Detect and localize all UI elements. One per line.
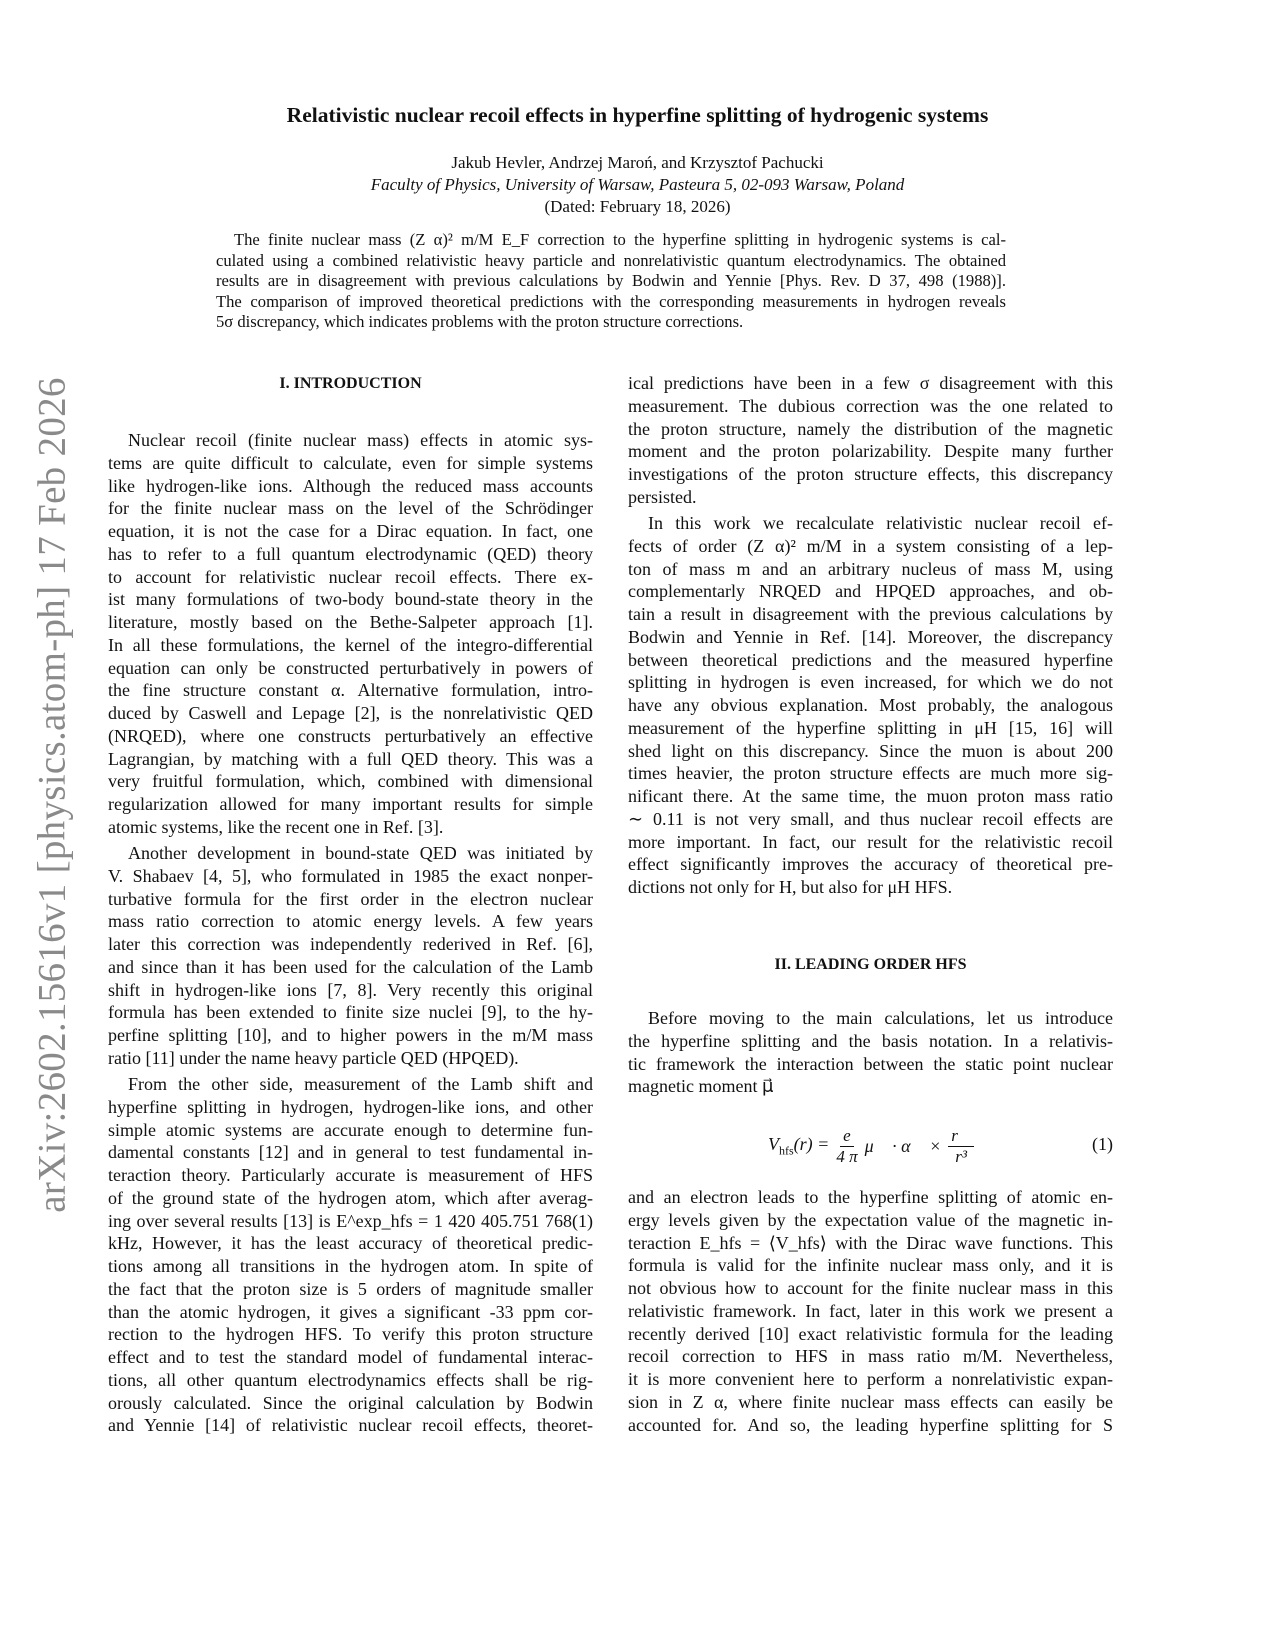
text-line: ing over several results [13] is E^exp_hfs = 1 420 405.751 768(1)	[108, 1210, 593, 1231]
text-line: Lagrangian, by matching with a full QED theory. This was a	[108, 748, 593, 769]
text-line: than the atomic hydrogen, it gives a significant -33 ppm cor-	[108, 1301, 593, 1322]
text-line: ratio [11] under the name heavy particle QED (HPQED).	[108, 1047, 519, 1068]
text-line: formula is valid for the infinite nuclear mass only, and it is	[628, 1255, 1113, 1276]
text-line: have any obvious explanation. Most probably, the analogous	[628, 695, 1113, 715]
text-line: has to refer to a full quantum electrodynamic (QED) theory	[108, 543, 593, 564]
text-line: complementarly NRQED and HPQED approaches, and ob-	[628, 581, 1113, 602]
text-line: damental constants [12] and in general to test fundamental in-	[108, 1142, 593, 1163]
text-line: for the finite nuclear mass on the level of the Schrödinger	[108, 498, 593, 519]
text-line: rection to the hydrogen HFS. To verify this proton structure	[108, 1324, 593, 1345]
text-line: teraction E_hfs = ⟨V_hfs⟩ with the Dirac wave functions. This	[628, 1232, 1113, 1253]
abstract	[216, 230, 1006, 333]
text-line: of the ground state of the hydrogen atom, which after averag-	[108, 1187, 593, 1208]
text-line: From the other side, measurement of the Lamb shift and	[128, 1074, 593, 1094]
text-line: ∼ 0.11 is not very small, and thus nuclear recoil effects are	[628, 808, 1113, 829]
eq-middle: μ⃗ · α⃗ ×	[864, 1135, 942, 1156]
text-line: equation, it is not the case for a Dirac equation. In fact, one	[108, 521, 593, 541]
text-line: formula has been extended to finite size nuclei [9], to the hy-	[108, 1002, 593, 1023]
paragraph	[108, 842, 593, 1070]
text-line: teraction theory. Particularly accurate is measurement of HFS	[108, 1165, 593, 1185]
text-line: tain a result in disagreement with the previous calculations by	[628, 604, 1113, 624]
text-line: shed light on this discrepancy. Since the muon is about 200	[628, 740, 1113, 761]
text-line: Before moving to the main calculations, let us introduce	[648, 1008, 1113, 1028]
text-line: investigations of the proton structure effects, this discrepancy	[628, 464, 1113, 484]
text-line: duced by Caswell and Lepage [2], is the nonrelativistic QED	[108, 703, 593, 723]
text-line: literature, mostly based on the Bethe-Salpeter approach [1].	[108, 612, 593, 632]
text-line: very fruitful formulation, which, combined with dimensional	[108, 771, 593, 792]
text-line: moment and the proton polarizability. Despite many further	[628, 441, 1113, 462]
text-line: shift in hydrogen-like ions [7, 8]. Very recently this original	[108, 979, 593, 1000]
text-line: like hydrogen-like ions. Although the reduced mass accounts	[108, 475, 593, 496]
text-line: Another development in bound-state QED was initiated by	[128, 843, 593, 863]
text-line: tems are quite difficult to calculate, even for simple systems	[108, 452, 593, 473]
text-line: ergy levels given by the expectation value of the magnetic in-	[628, 1209, 1113, 1230]
text-line: dictions not only for H, but also for μH HFS.	[628, 877, 953, 897]
text-line: recoil correction to HFS in mass ratio m/M. Nevertheless,	[628, 1346, 1113, 1367]
equation-1	[628, 1122, 1113, 1170]
text-line: equation can only be constructed perturbatively in powers of	[108, 657, 593, 678]
text-line: kHz, However, it has the least accuracy of theoretical predic-	[108, 1233, 593, 1254]
text-line: ist many formulations of two-body bound-state theory in the	[108, 589, 593, 610]
text-line: The finite nuclear mass (Z α)² m/M E_F correction to the hyperfine splitting in hydrogenic systems is cal-	[234, 230, 1006, 249]
paragraph	[108, 429, 593, 839]
eq-lhs: $V_{hfs}(r)$ =	[768, 1133, 830, 1158]
text-line: effect and to test the standard model of fundamental interac-	[108, 1347, 593, 1367]
text-line: and an electron leads to the hyperfine splitting of atomic en-	[628, 1187, 1113, 1207]
text-line: not obvious how to account for the finite nuclear mass in this	[628, 1278, 1113, 1298]
text-line: V. Shabaev [4, 5], who formulated in 1985 the exact nonper-	[108, 865, 593, 886]
text-line: tions, all other quantum electrodynamics effects shall be rig-	[108, 1369, 593, 1390]
paper-title: Relativistic nuclear recoil effects in hyperfine splitting of hydrogenic systems	[286, 103, 989, 127]
section-heading-leading-order-hfs: II. LEADING ORDER HFS	[774, 956, 967, 973]
text-line: measurement. The dubious correction was the one related to	[628, 395, 1113, 416]
date: (Dated: February 18, 2026)	[544, 197, 731, 216]
text-line: and since than it has been used for the calculation of the Lamb	[108, 956, 593, 977]
authors: Jakub Hevler, Andrzej Maroń, and Krzysztof Pachucki	[451, 153, 824, 172]
text-line: culated using a combined relativistic heavy particle and nonrelativistic quantum electrodynamics. The obtained	[216, 250, 1006, 270]
text-line: The comparison of improved theoretical predictions with the corresponding measurements in hydrogen reveals	[216, 291, 1006, 311]
text-line: hyperfine splitting in hydrogen, hydrogen-like ions, and other	[108, 1096, 593, 1117]
text-line: persisted.	[628, 486, 697, 507]
paragraph	[628, 372, 1113, 509]
section-heading-introduction: I. INTRODUCTION	[279, 375, 422, 392]
paragraph	[628, 512, 1113, 899]
text-line: the proton structure, namely the distribution of the magnetic	[628, 418, 1113, 439]
text-line: regularization allowed for many important results for simple	[108, 794, 593, 814]
text-line: more important. In fact, our result for the relativistic recoil	[628, 831, 1113, 852]
text-line: effect significantly improves the accuracy of theoretical pre-	[628, 854, 1113, 875]
text-line: Nuclear recoil (finite nuclear mass) effects in atomic sys-	[128, 430, 593, 450]
text-line: perfine splitting [10], and to higher powers in the m/M mass	[108, 1025, 593, 1045]
text-line: orously calculated. Since the original calculation by Bodwin	[108, 1392, 593, 1413]
text-line: 5σ discrepancy, which indicates problems with the proton structure corrections.	[216, 312, 744, 332]
text-line: nificant there. At the same time, the muon proton mass ratio	[628, 786, 1113, 806]
paragraph	[628, 1186, 1113, 1436]
text-line: the fine structure constant α. Alternative formulation, intro-	[108, 680, 593, 701]
text-line: measurement of the hyperfine splitting in μH [15, 16] will	[628, 717, 1113, 738]
text-line: (NRQED), where one constructs perturbatively an effective	[108, 725, 593, 746]
arxiv-stamp: arXiv:2602.15616v1 [physics.atom-ph] 17 Feb 2026	[30, 377, 74, 1213]
eq-fraction: $\frac{e}{4 \pi}$	[836, 1125, 858, 1166]
paragraph	[108, 1073, 593, 1437]
text-line: atomic systems, like the recent one in Ref. [3].	[108, 816, 444, 837]
text-line: In all these formulations, the kernel of the integro-differential	[108, 634, 593, 655]
text-line: Bodwin and Yennie in Ref. [14]. Moreover, the discrepancy	[628, 626, 1113, 647]
text-line: ton of mass m and an arbitrary nucleus of mass M, using	[628, 558, 1113, 579]
text-line: later this correction was independently rederived in Ref. [6],	[108, 934, 593, 954]
equation-number: (1)	[1092, 1134, 1113, 1154]
text-line: ical predictions have been in a few σ disagreement with this	[628, 373, 1113, 393]
text-line: simple atomic systems are accurate enough to determine fun-	[108, 1119, 593, 1140]
text-line: the fact that the proton size is 5 orders of magnitude smaller	[108, 1278, 593, 1299]
text-line: In this work we recalculate relativistic nuclear recoil ef-	[648, 513, 1113, 533]
text-line: relativistic framework. In fact, later in this work we present a	[628, 1300, 1113, 1321]
text-line: turbative formula for the first order in the electron nuclear	[108, 888, 593, 909]
text-line: and Yennie [14] of relativistic nuclear recoil effects, theoret-	[108, 1415, 593, 1436]
text-line: recently derived [10] exact relativistic formula for the leading	[628, 1323, 1113, 1344]
text-line: times heavier, the proton structure effects are much more sig-	[628, 763, 1113, 784]
text-line: splitting in hydrogen is even increased, for which we do not	[628, 672, 1113, 693]
text-line: it is more convenient here to perform a nonrelativistic expan-	[628, 1369, 1113, 1389]
text-line: magnetic moment μ⃗	[628, 1076, 774, 1097]
text-line: mass ratio correction to atomic energy levels. A few years	[108, 911, 593, 932]
text-line: tions among all transitions in the hydrogen atom. In spite of	[108, 1256, 593, 1276]
paragraph	[628, 1007, 1113, 1098]
text-line: the hyperfine splitting and the basis notation. In a relativis-	[628, 1030, 1113, 1051]
text-line: results are in disagreement with previous calculations by Bodwin and Yennie [Phys. Rev. D 37, 498 (1988)].	[216, 271, 1006, 291]
text-line: to account for relativistic nuclear recoil effects. There ex-	[108, 566, 593, 587]
text-line: accounted for. And so, the leading hyperfine splitting for S	[628, 1414, 1113, 1435]
eq-fraction: $\frac{r⃗}{\text{r³}}$	[948, 1126, 974, 1167]
text-line: sion in Z α, where finite nuclear mass effects can easily be	[628, 1391, 1113, 1412]
affiliation: Faculty of Physics, University of Warsaw, Pasteura 5, 02-093 Warsaw, Poland	[370, 175, 905, 194]
text-line: fects of order (Z α)² m/M in a system consisting of a lep-	[628, 535, 1113, 556]
text-line: between theoretical predictions and the measured hyperfine	[628, 649, 1113, 670]
text-line: tic framework the interaction between the static point nuclear	[628, 1053, 1113, 1074]
